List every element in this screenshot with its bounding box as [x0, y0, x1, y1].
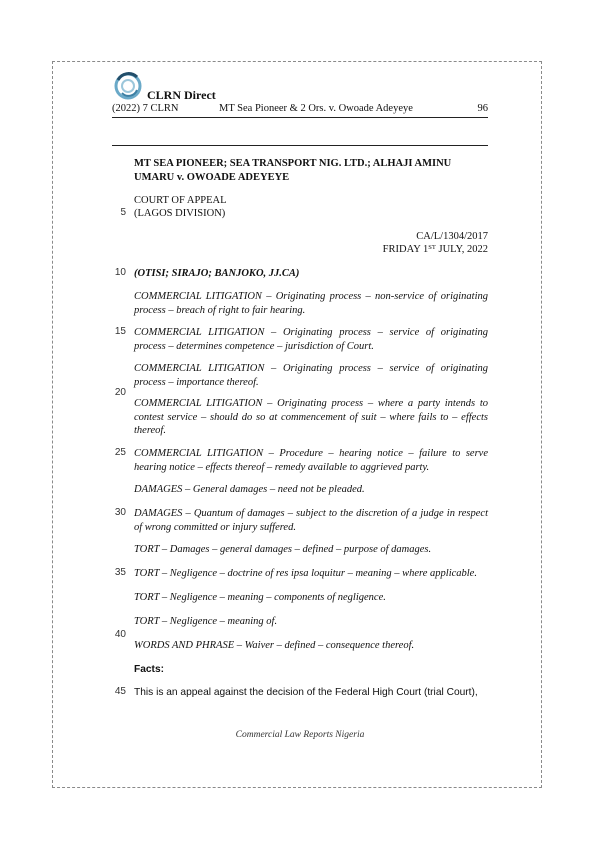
suit-number: CA/L/1304/2017 [416, 231, 488, 242]
justices: (OTISI; SIRAJO; BANJOKO, JJ.CA) [134, 268, 300, 279]
catchword-item: COMMERCIAL LITIGATION – Originating process – service of originating process – determines competence – jurisdiction of Court. [134, 327, 488, 352]
line-number: 5 [120, 207, 126, 218]
catchword-item: DAMAGES – Quantum of damages – subject to the discretion of a judge in respect of wrong committed or injury suffered. [134, 508, 488, 533]
case-short-title: MT Sea Pioneer & 2 Ors. v. Owoade Adeyeye [219, 103, 413, 114]
facts-heading: Facts: [134, 664, 165, 675]
line-number: 45 [114, 686, 126, 697]
catchword-item: TORT – Negligence – meaning – components of negligence. [134, 592, 386, 603]
catchword-item: COMMERCIAL LITIGATION – Originating process – where a party intends to contest service – should do so at commencement of suit – where fails to – effects thereof. [134, 398, 488, 436]
clrn-logo-icon [113, 71, 143, 101]
case-parties: MT SEA PIONEER; SEA TRANSPORT NIG. LTD.; ALHAJI AMINU UMARU v. OWOADE ADEYEYE [134, 158, 452, 183]
catchword-item: WORDS AND PHRASE – Waiver – defined – consequence thereof. [134, 640, 415, 651]
judgment-date: FRIDAY 1ST JULY, 2022 [382, 244, 488, 255]
catchword-item: TORT – Negligence – meaning of. [134, 616, 278, 627]
report-citation: (2022) 7 CLRN [112, 103, 179, 114]
catchword-item: COMMERCIAL LITIGATION – Originating process – service of originating process – importance thereof. [134, 363, 488, 388]
catchword-item: DAMAGES – General damages – need not be pleaded. [134, 484, 365, 495]
catchword-item: TORT – Negligence – doctrine of res ipsa loquitur – meaning – where applicable. [134, 568, 477, 579]
catchword-item: COMMERCIAL LITIGATION – Originating process – non-service of originating process – breach of right to fair hearing. [134, 291, 488, 316]
line-number: 25 [114, 447, 126, 458]
line-number: 40 [114, 629, 126, 640]
line-number: 35 [114, 567, 126, 578]
line-number: 15 [114, 326, 126, 337]
court-division: (LAGOS DIVISION) [134, 208, 226, 219]
page-number: 96 [477, 103, 488, 114]
line-number: 30 [114, 507, 126, 518]
court-name: COURT OF APPEAL [134, 195, 227, 206]
title-rule [112, 145, 488, 146]
catchword-item: COMMERCIAL LITIGATION – Procedure – hearing notice – failure to serve hearing notice – effects thereof – remedy available to aggrieved party. [134, 448, 488, 473]
facts-text: This is an appeal against the decision of the Federal High Court (trial Court), [134, 687, 478, 698]
running-header [112, 103, 488, 118]
line-number: 20 [114, 387, 126, 398]
catchword-item: TORT – Damages – general damages – defined – purpose of damages. [134, 544, 432, 555]
page-footer: Commercial Law Reports Nigeria [235, 730, 365, 740]
line-number: 10 [114, 267, 126, 278]
brand-name: CLRN Direct [147, 88, 216, 102]
